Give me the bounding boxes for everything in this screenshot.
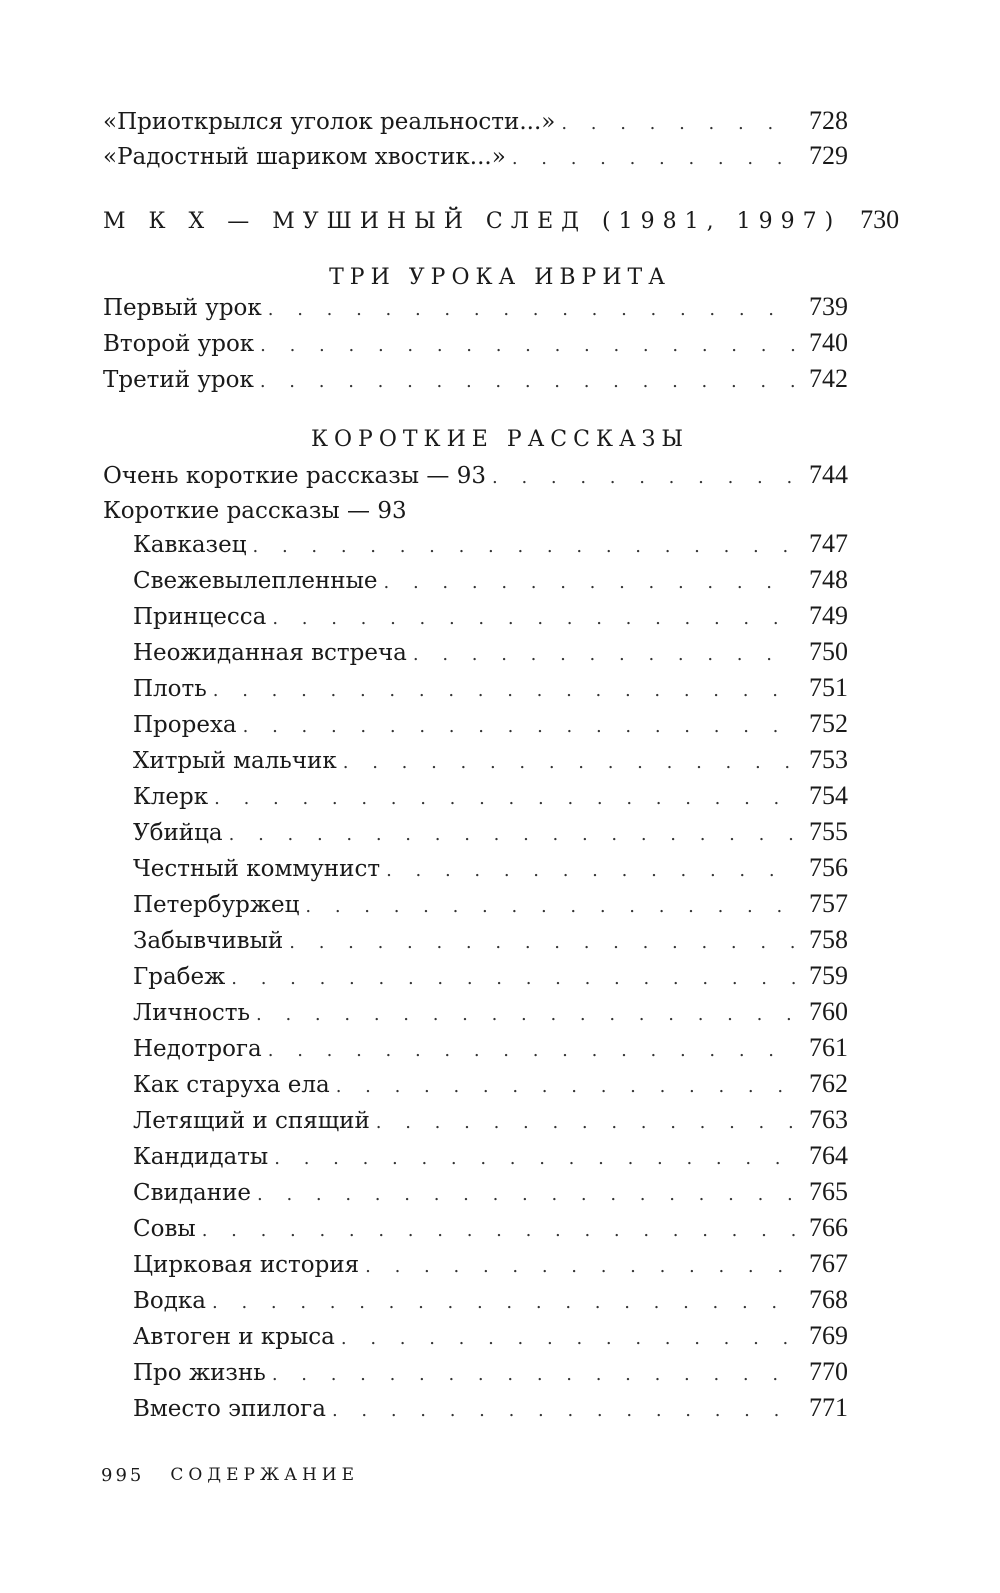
dot-leader xyxy=(268,293,796,327)
story-title: Честный коммунист xyxy=(133,856,381,882)
dot-leader xyxy=(274,1142,796,1176)
dot-leader xyxy=(260,329,796,363)
story-title: Личность xyxy=(133,1000,251,1026)
toc-entry-page: 730 xyxy=(860,205,900,234)
toc-entry-title: Третий урок xyxy=(103,367,254,393)
story-page: 762 xyxy=(809,1069,848,1098)
toc-entry-page: 744 xyxy=(809,460,848,489)
story-entry[interactable] xyxy=(133,1067,848,1101)
dot-leader xyxy=(256,998,796,1032)
story-page: 755 xyxy=(809,817,848,846)
story-title: Неожиданная встреча xyxy=(133,640,407,666)
story-title: Совы xyxy=(133,1216,196,1242)
dot-leader xyxy=(257,1178,796,1212)
toc-entry-title: «Приоткрылся уголок реальности...» xyxy=(103,109,556,135)
dot-leader xyxy=(260,365,796,399)
story-title: Автоген и крыса xyxy=(133,1324,335,1350)
story-page: 751 xyxy=(809,673,848,702)
story-entry[interactable] xyxy=(133,815,848,849)
toc-entry[interactable] xyxy=(103,290,848,324)
dot-leader xyxy=(512,142,796,176)
dot-leader xyxy=(341,1322,796,1356)
section-heading-hebrew: ТРИ УРОКА ИВРИТА xyxy=(329,265,671,290)
toc-entry-title: Очень короткие рассказы — 93 xyxy=(103,463,487,489)
story-entry[interactable] xyxy=(133,1319,848,1353)
story-page: 767 xyxy=(809,1249,848,1278)
story-title: Грабеж xyxy=(133,964,226,990)
story-page: 764 xyxy=(809,1141,848,1170)
toc-entry-title: «Радостный шариком хвостик...» xyxy=(103,144,506,170)
story-entry[interactable] xyxy=(133,851,848,885)
story-entry[interactable] xyxy=(133,779,848,813)
story-title: Недотрога xyxy=(133,1036,262,1062)
story-title: Про жизнь xyxy=(133,1360,266,1386)
dot-leader xyxy=(272,1358,796,1392)
story-page: 768 xyxy=(809,1285,848,1314)
story-entry[interactable] xyxy=(133,995,848,1029)
story-title: Клерк xyxy=(133,784,209,810)
toc-entry-title: Второй урок xyxy=(103,331,255,357)
toc-entry[interactable] xyxy=(103,326,848,360)
dot-leader xyxy=(213,674,796,708)
story-title: Как старуха ела xyxy=(133,1072,330,1098)
story-title: Летящий и спящий xyxy=(133,1108,370,1134)
story-entry[interactable] xyxy=(133,1355,848,1389)
story-page: 754 xyxy=(809,781,848,810)
story-page: 753 xyxy=(809,745,848,774)
story-title: Цирковая история xyxy=(133,1252,360,1278)
story-page: 763 xyxy=(809,1105,848,1134)
story-page: 770 xyxy=(809,1357,848,1386)
footer-running-title: СОДЕРЖАНИЕ xyxy=(170,1465,360,1485)
toc-entry-page: 739 xyxy=(809,292,848,321)
story-page: 761 xyxy=(809,1033,848,1062)
story-entry[interactable] xyxy=(133,1283,848,1317)
story-page: 749 xyxy=(809,601,848,630)
story-entry[interactable] xyxy=(133,959,848,993)
dot-leader xyxy=(305,890,796,924)
toc-entry[interactable] xyxy=(103,104,848,138)
story-page: 759 xyxy=(809,961,848,990)
story-title: Кандидаты xyxy=(133,1144,269,1170)
story-entry[interactable] xyxy=(133,563,848,597)
story-title: Свидание xyxy=(133,1180,252,1206)
dot-leader xyxy=(343,746,796,780)
dot-leader xyxy=(384,566,796,600)
section-heading-short-stories: КОРОТКИЕ РАССКАЗЫ xyxy=(310,427,689,452)
dot-leader xyxy=(376,1106,796,1140)
story-entry[interactable] xyxy=(133,599,848,633)
toc-group-title[interactable] xyxy=(103,494,848,528)
story-entry[interactable] xyxy=(133,527,848,561)
toc-entry-mkh[interactable] xyxy=(103,203,900,237)
story-entry[interactable] xyxy=(133,1211,848,1245)
story-page: 752 xyxy=(809,709,848,738)
dot-leader xyxy=(253,530,797,564)
toc-entry-page: 740 xyxy=(809,328,848,357)
story-page: 766 xyxy=(809,1213,848,1242)
toc-entry-page: 742 xyxy=(809,364,848,393)
dot-leader xyxy=(202,1214,796,1248)
dot-leader xyxy=(289,926,796,960)
dot-leader xyxy=(413,638,796,672)
story-page: 765 xyxy=(809,1177,848,1206)
toc-entry-title: Первый урок xyxy=(103,295,262,321)
story-entry[interactable] xyxy=(133,887,848,921)
story-title: Водка xyxy=(133,1288,206,1314)
story-title: Петербуржец xyxy=(133,892,300,918)
story-entry[interactable] xyxy=(133,1175,848,1209)
toc-entry-title: М К Х — МУШИНЫЙ СЛЕД (1981, 1997) xyxy=(103,209,842,234)
dot-leader xyxy=(229,818,796,852)
story-page: 769 xyxy=(809,1321,848,1350)
story-title: Плоть xyxy=(133,676,207,702)
toc-entry[interactable] xyxy=(103,362,848,396)
story-page: 758 xyxy=(809,925,848,954)
story-title: Забывчивый xyxy=(133,928,284,954)
story-entry[interactable] xyxy=(133,1103,848,1137)
dot-leader xyxy=(272,602,796,636)
dot-leader xyxy=(386,854,796,888)
dot-leader xyxy=(212,1286,796,1320)
story-title: Хитрый мальчик xyxy=(133,748,337,774)
story-entry[interactable] xyxy=(133,1031,848,1065)
story-title: Убийца xyxy=(133,820,223,846)
story-entry[interactable] xyxy=(133,1139,848,1173)
footer-page-number: 995 xyxy=(101,1465,145,1486)
story-entry[interactable] xyxy=(133,1247,848,1281)
dot-leader xyxy=(336,1070,796,1104)
story-page: 760 xyxy=(809,997,848,1026)
dot-leader xyxy=(268,1034,796,1068)
story-entry[interactable] xyxy=(133,707,848,741)
toc-entry-page: 728 xyxy=(809,106,848,135)
dot-leader xyxy=(231,962,796,996)
toc-entry[interactable] xyxy=(103,139,848,173)
story-entry[interactable] xyxy=(133,1391,848,1425)
toc-entry[interactable] xyxy=(103,458,848,492)
story-entry[interactable] xyxy=(133,671,848,705)
dot-leader xyxy=(561,107,796,141)
toc-entry-page: 729 xyxy=(809,141,848,170)
dot-leader xyxy=(332,1394,796,1428)
story-page: 757 xyxy=(809,889,848,918)
story-entry[interactable] xyxy=(133,923,848,957)
story-title: Прореха xyxy=(133,712,237,738)
dot-leader xyxy=(243,710,796,744)
dot-leader xyxy=(365,1250,796,1284)
story-page: 756 xyxy=(809,853,848,882)
toc-group-title-text: Короткие рассказы — 93 xyxy=(103,498,407,524)
story-entry[interactable] xyxy=(133,743,848,777)
dot-leader xyxy=(492,461,796,495)
story-entry[interactable] xyxy=(133,635,848,669)
story-page: 771 xyxy=(809,1393,848,1422)
story-title: Кавказец xyxy=(133,532,247,558)
dot-leader xyxy=(214,782,796,816)
story-page: 750 xyxy=(809,637,848,666)
page-footer xyxy=(101,1465,359,1486)
story-title: Свежевылепленные xyxy=(133,568,378,594)
story-title: Принцесса xyxy=(133,604,267,630)
story-page: 747 xyxy=(809,529,848,558)
story-page: 748 xyxy=(809,565,848,594)
story-title: Вместо эпилога xyxy=(133,1396,326,1422)
